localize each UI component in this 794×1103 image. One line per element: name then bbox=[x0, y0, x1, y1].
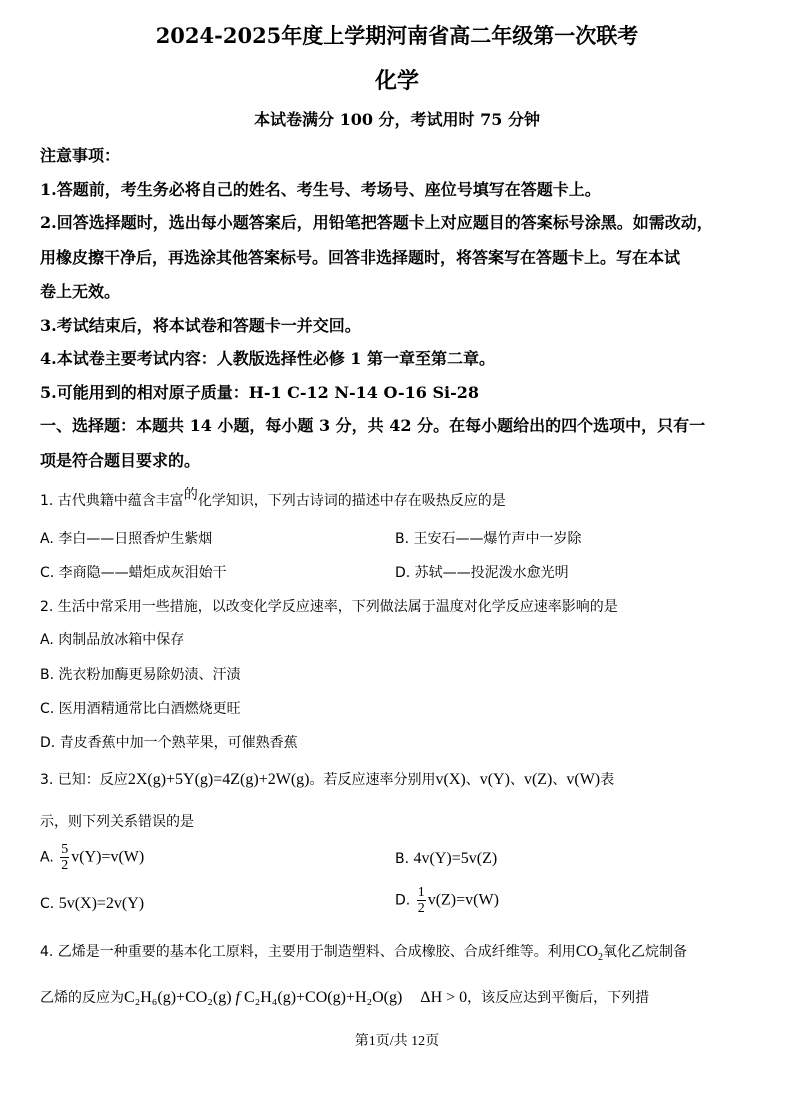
equation-left: C₂H₆(g)+CO₂(g) bbox=[124, 989, 232, 1006]
question-2-option-b: B. 洗衣粉加酶更易除奶渍、汗渍 bbox=[40, 667, 241, 683]
section-heading-line-1: 一、选择题：本题共 14 小题，每小题 3 分，共 42 分。在每小题给出的四个选项中，只有一 bbox=[40, 416, 706, 435]
question-3-stem-part-c: 表 bbox=[600, 772, 615, 788]
co2-base: CO bbox=[575, 943, 599, 960]
notice-item-2-line-3: 卷上无效。 bbox=[40, 282, 121, 301]
fraction-numerator: 1 bbox=[417, 885, 425, 900]
question-3-stem-part-b: 。若反应速率分别用 bbox=[309, 772, 436, 788]
notice-item-2-line-2: 用橡皮擦干净后，再选涂其他答案标号。回答非选择题时，将答案写在答题卡上。写在本试 bbox=[40, 248, 681, 267]
question-2-stem: 2. 生活中常采用一些措施，以改变化学反应速率，下列做法属于温度对化学反应速率影响的是 bbox=[40, 599, 618, 615]
question-1-stem bbox=[40, 487, 506, 510]
notice-item-5: 5.可能用到的相对原子质量：H-1 C-12 N-14 O-16 Si-28 bbox=[40, 383, 480, 402]
option-b-expression: 4v(Y)=5v(Z) bbox=[413, 850, 498, 867]
fraction-denominator: 2 bbox=[417, 901, 425, 916]
question-4-stem-part-b: 氧化乙烷制备 bbox=[603, 944, 688, 960]
equation-right: C₂H₄(g)+CO(g)+H₂O(g) bbox=[243, 989, 403, 1006]
question-1-stem-part-a: 1. 古代典籍中蕴含丰富 bbox=[40, 493, 184, 509]
question-3-option-d bbox=[395, 885, 499, 916]
fraction-denominator: 2 bbox=[61, 858, 69, 873]
rate-vy: v(Y) bbox=[479, 771, 510, 788]
question-2-option-d: D. 青皮香蕉中加一个熟苹果，可催熟香蕉 bbox=[40, 735, 298, 751]
question-4-stem-part-a: 4. 乙烯是一种重要的基本化工原料，主要用于制造塑料、合成橡胶、合成纤维等。利用 bbox=[40, 944, 576, 960]
option-d-expression: v(Z)=v(W) bbox=[427, 891, 499, 909]
question-3-option-a bbox=[40, 842, 144, 873]
enthalpy-change: ΔH > 0 bbox=[420, 989, 468, 1006]
question-3-stem-line-2: 示，则下列关系错误的是 bbox=[40, 814, 194, 830]
notice-item-2-line-1: 2.回答选择题时，选出每小题答案后，用铅笔把答题卡上对应题目的答案标号涂黑。如需改动， bbox=[40, 213, 713, 232]
separator: 、 bbox=[509, 772, 524, 788]
option-c-expression: 5v(X)=2v(Y) bbox=[58, 895, 145, 912]
question-1-option-c: C. 李商隐——蜡炬成灰泪始干 bbox=[40, 565, 227, 581]
question-2-option-c: C. 医用酒精通常比白酒燃烧更旺 bbox=[40, 701, 241, 717]
rate-vz: v(Z) bbox=[523, 771, 553, 788]
notice-heading: 注意事项： bbox=[40, 146, 121, 165]
notice-item-3: 3.考试结束后，将本试卷和答题卡一并交回。 bbox=[40, 316, 361, 335]
question-4-line-2-part-a: 乙烯的反应为 bbox=[40, 990, 124, 1006]
exam-info: 本试卷满分 100 分，考试用时 75 分钟 bbox=[254, 110, 540, 129]
question-1-option-a: A. 李白——日照香炉生紫烟 bbox=[40, 531, 213, 547]
fraction-one-half bbox=[417, 885, 426, 916]
section-heading-line-2: 项是符合题目要求的。 bbox=[40, 451, 201, 470]
question-1-option-d: D. 苏轼——投泥泼水愈光明 bbox=[395, 565, 569, 581]
question-4-line-2-part-b: ，该反应达到平衡后，下列措 bbox=[467, 990, 650, 1006]
fraction-five-halves bbox=[60, 842, 69, 873]
option-label: C. bbox=[40, 896, 55, 912]
question-1-stem-raised: 的 bbox=[183, 487, 198, 503]
option-label: A. bbox=[40, 849, 54, 866]
question-1-stem-part-b: 化学知识，下列古诗词的描述中存在吸热反应的是 bbox=[197, 493, 506, 509]
question-1-option-b: B. 王安石——爆竹声中一岁除 bbox=[395, 531, 582, 547]
subject-title: 化学 bbox=[374, 68, 419, 94]
notice-item-4: 4.本试卷主要考试内容：人教版选择性必修 1 第一章至第二章。 bbox=[40, 349, 495, 368]
notice-item-1: 1.答题前，考生务必将自己的姓名、考生号、考场号、座位号填写在答题卡上。 bbox=[40, 180, 601, 199]
question-3-option-b bbox=[395, 850, 497, 868]
question-2-option-a: A. 肉制品放冰箱中保存 bbox=[40, 632, 185, 648]
rate-vw: v(W) bbox=[566, 771, 601, 788]
option-label: D. bbox=[395, 892, 411, 909]
rate-vx: v(X) bbox=[435, 771, 466, 788]
option-label: B. bbox=[395, 851, 410, 867]
question-3-reaction: 2X(g)+5Y(g)=4Z(g)+2W(g) bbox=[127, 771, 310, 788]
option-a-expression: v(Y)=v(W) bbox=[71, 848, 145, 866]
fraction-numerator: 5 bbox=[61, 842, 69, 857]
exam-title: 2024-2025年度上学期河南省高二年级第一次联考 bbox=[155, 23, 639, 48]
question-4-stem-line-2 bbox=[40, 987, 649, 1007]
co2-formula bbox=[575, 943, 604, 964]
equilibrium-symbol: f bbox=[235, 989, 240, 1006]
question-3-stem-part-a: 3. 已知：反应 bbox=[40, 772, 128, 788]
question-4-stem bbox=[40, 941, 687, 963]
separator: 、 bbox=[552, 772, 567, 788]
co2-subscript: 2 bbox=[598, 952, 604, 964]
question-3-option-c bbox=[40, 895, 144, 913]
question-3-stem bbox=[40, 769, 614, 789]
separator: 、 bbox=[465, 772, 480, 788]
page-number: 第1页/共 12页 bbox=[354, 1034, 440, 1049]
